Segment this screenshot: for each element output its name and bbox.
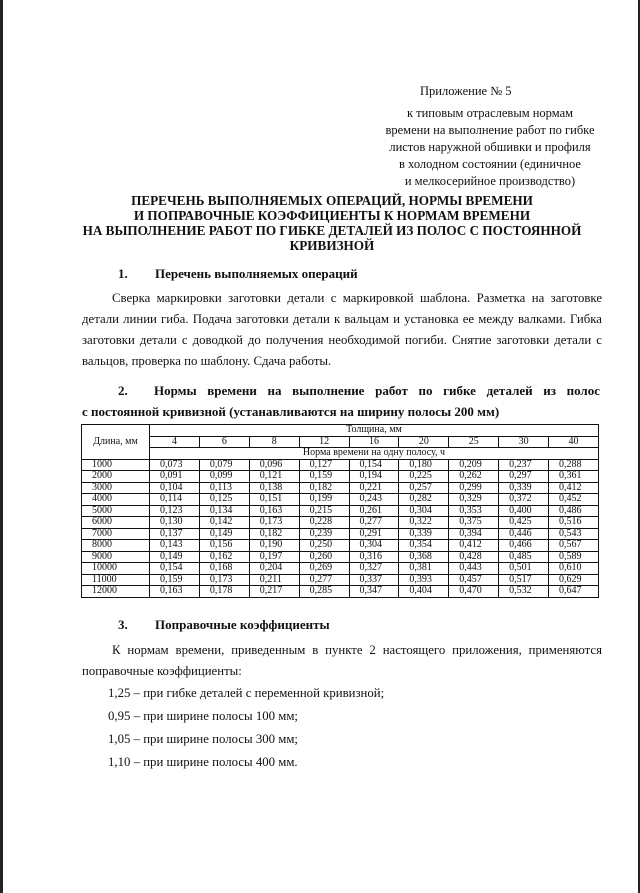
thickness-column-header: 30 [499,436,549,448]
norm-value-cell: 0,316 [349,551,399,563]
length-cell: 5000 [82,505,150,517]
norm-value-cell: 0,412 [449,540,499,552]
appendix-description-line: и мелкосерийное производство) [404,174,576,188]
norm-value-cell: 0,260 [299,551,349,563]
norm-value-cell: 0,610 [549,563,599,575]
norm-value-cell: 0,393 [399,574,449,586]
norm-value-cell: 0,257 [399,482,449,494]
norm-value-cell: 0,151 [249,494,299,506]
norm-value-cell: 0,156 [199,540,249,552]
norm-value-cell: 0,079 [199,459,249,471]
norm-value-cell: 0,125 [199,494,249,506]
norm-value-cell: 0,194 [349,471,399,483]
norm-value-cell: 0,217 [249,586,299,598]
table-row [82,586,599,598]
norm-value-cell: 0,149 [199,528,249,540]
table-row [82,471,599,483]
norm-value-cell: 0,532 [499,586,549,598]
appendix-description-line: в холодном состоянии (единичное [399,157,581,171]
coefficient-item: 0,95 – при ширине полосы 100 мм; [108,709,298,723]
scan-edge-left [0,0,3,893]
norm-value-cell: 0,261 [349,505,399,517]
norm-value-cell: 0,073 [150,459,200,471]
appendix-description-line: к типовым отраслевым нормам [406,106,574,120]
norm-value-cell: 0,130 [150,517,200,529]
norm-value-cell: 0,149 [150,551,200,563]
norm-value-cell: 0,190 [249,540,299,552]
norm-value-cell: 0,339 [499,482,549,494]
norm-value-cell: 0,297 [499,471,549,483]
norm-value-cell: 0,163 [249,505,299,517]
norm-value-cell: 0,394 [449,528,499,540]
appendix-description [370,105,610,190]
section-2-number: 2. [118,383,128,398]
norm-value-cell: 0,629 [549,574,599,586]
norm-value-cell: 0,428 [449,551,499,563]
norm-value-cell: 0,250 [299,540,349,552]
norm-value-cell: 0,288 [549,459,599,471]
thickness-column-header: 6 [199,436,249,448]
length-cell: 9000 [82,551,150,563]
norm-value-cell: 0,099 [199,471,249,483]
norm-value-cell: 0,486 [549,505,599,517]
norm-value-cell: 0,347 [349,586,399,598]
length-cell: 7000 [82,528,150,540]
norm-value-cell: 0,327 [349,563,399,575]
coefficient-item: 1,05 – при ширине полосы 300 мм; [108,732,298,746]
norm-value-cell: 0,228 [299,517,349,529]
norm-value-cell: 0,381 [399,563,449,575]
title-line: И ПОПРАВОЧНЫЕ КОЭФФИЦИЕНТЫ К НОРМАМ ВРЕМЕНИ [133,208,531,223]
thickness-values-row [82,436,599,448]
length-cell: 8000 [82,540,150,552]
norm-value-cell: 0,123 [150,505,200,517]
norm-value-cell: 0,372 [499,494,549,506]
norm-value-cell: 0,299 [449,482,499,494]
length-cell: 1000 [82,459,150,471]
norm-value-cell: 0,425 [499,517,549,529]
norm-value-cell: 0,114 [150,494,200,506]
norm-value-cell: 0,470 [449,586,499,598]
section-1-number: 1. [118,266,128,281]
title-line: НА ВЫПОЛНЕНИЕ РАБОТ ПО ГИБКЕ ДЕТАЛЕЙ ИЗ ПОЛОС С ПОСТОЯННОЙ [82,223,582,238]
norm-value-cell: 0,215 [299,505,349,517]
section-2-heading-line-2: с постоянной кривизной (устанавливаются на ширину полосы 200 мм) [82,404,500,419]
thickness-column-header: 8 [249,436,299,448]
norm-value-cell: 0,104 [150,482,200,494]
norm-value-cell: 0,277 [349,517,399,529]
norm-value-cell: 0,225 [399,471,449,483]
table-row [82,563,599,575]
norm-value-cell: 0,485 [499,551,549,563]
thickness-column-header: 40 [549,436,599,448]
norm-value-cell: 0,237 [499,459,549,471]
time-norms-table [81,424,599,598]
norm-value-cell: 0,337 [349,574,399,586]
norm-value-cell: 0,121 [249,471,299,483]
norm-value-cell: 0,159 [150,574,200,586]
table-row [82,540,599,552]
norm-value-cell: 0,412 [549,482,599,494]
norm-value-cell: 0,304 [349,540,399,552]
title-line: КРИВИЗНОЙ [289,238,375,253]
coefficient-item: 1,25 – при гибке деталей с переменной кривизной; [108,686,385,700]
norm-value-cell: 0,400 [499,505,549,517]
document-title [82,193,582,253]
appendix-description-line: листов наружной обшивки и профиля [389,140,591,154]
norm-value-cell: 0,567 [549,540,599,552]
norm-value-cell: 0,282 [399,494,449,506]
norm-value-cell: 0,204 [249,563,299,575]
norm-value-cell: 0,154 [349,459,399,471]
section-3-intro: К нормам времени, приведенным в пункте 2 настоящего приложения, применяются поправочные коэффициенты: [82,643,602,678]
norm-value-cell: 0,182 [299,482,349,494]
norm-value-cell: 0,142 [199,517,249,529]
norm-value-cell: 0,322 [399,517,449,529]
norm-value-cell: 0,221 [349,482,399,494]
norm-value-cell: 0,159 [299,471,349,483]
norm-value-cell: 0,178 [199,586,249,598]
section-1-text: Сверка маркировки заготовки детали с маркировкой шаблона. Разметка на заготовке детали линии гиба. Подача заготовки детали к вальцам и установка ее между валками. Гибка заготовки детали с доводкой до получения необходимой погиби. Снятие заготовки детали с вальцов, проверка по шаблону. Сдача работы. [82,291,602,368]
norm-value-cell: 0,304 [399,505,449,517]
length-cell: 2000 [82,471,150,483]
length-cell: 12000 [82,586,150,598]
norm-value-cell: 0,143 [150,540,200,552]
norm-value-cell: 0,354 [399,540,449,552]
norm-value-cell: 0,353 [449,505,499,517]
norm-value-cell: 0,127 [299,459,349,471]
norm-value-cell: 0,182 [249,528,299,540]
norm-value-cell: 0,262 [449,471,499,483]
norm-value-cell: 0,277 [299,574,349,586]
section-3-number: 3. [118,617,128,632]
norm-value-cell: 0,329 [449,494,499,506]
norm-value-cell: 0,168 [199,563,249,575]
norm-value-cell: 0,154 [150,563,200,575]
table-row [82,459,599,471]
thickness-column-header: 20 [399,436,449,448]
section-2-heading-line-1: Нормы времени на выполнение работ по гибке деталей из полос [154,383,600,398]
length-cell: 4000 [82,494,150,506]
norm-value-cell: 0,096 [249,459,299,471]
thickness-column-header: 4 [150,436,200,448]
table-row [82,517,599,529]
norm-header: Норма времени на одну полосу, ч [150,448,599,460]
appendix-description-line: времени на выполнение работ по гибке [385,123,595,137]
norm-value-cell: 0,589 [549,551,599,563]
norm-value-cell: 0,269 [299,563,349,575]
length-cell: 10000 [82,563,150,575]
norm-value-cell: 0,138 [249,482,299,494]
norm-value-cell: 0,173 [249,517,299,529]
norm-value-cell: 0,501 [499,563,549,575]
norm-value-cell: 0,446 [499,528,549,540]
section-1-heading: Перечень выполняемых операций [155,266,358,281]
norm-value-cell: 0,134 [199,505,249,517]
norm-value-cell: 0,211 [249,574,299,586]
length-cell: 6000 [82,517,150,529]
norm-value-cell: 0,091 [150,471,200,483]
norm-value-cell: 0,173 [199,574,249,586]
thickness-column-header: 16 [349,436,399,448]
norm-value-cell: 0,361 [549,471,599,483]
norm-value-cell: 0,291 [349,528,399,540]
norm-value-cell: 0,339 [399,528,449,540]
table-row [82,494,599,506]
title-line: ПЕРЕЧЕНЬ ВЫПОЛНЯЕМЫХ ОПЕРАЦИЙ, НОРМЫ ВРЕМЕНИ [131,193,533,208]
table-body [82,459,599,597]
norm-value-cell: 0,375 [449,517,499,529]
norm-value-cell: 0,285 [299,586,349,598]
norm-value-cell: 0,452 [549,494,599,506]
norm-value-cell: 0,180 [399,459,449,471]
table-row [82,574,599,586]
table-row [82,551,599,563]
appendix-title: Приложение № 5 [420,84,512,98]
norm-value-cell: 0,137 [150,528,200,540]
norm-value-cell: 0,197 [249,551,299,563]
norm-value-cell: 0,443 [449,563,499,575]
norm-value-cell: 0,543 [549,528,599,540]
norm-value-cell: 0,647 [549,586,599,598]
table-row [82,505,599,517]
norm-value-cell: 0,209 [449,459,499,471]
norm-value-cell: 0,404 [399,586,449,598]
norm-value-cell: 0,368 [399,551,449,563]
thickness-column-header: 25 [449,436,499,448]
section-3-heading: Поправочные коэффициенты [155,617,330,632]
thickness-header: Толщина, мм [150,425,599,437]
norm-value-cell: 0,517 [499,574,549,586]
appendix-header [360,84,610,99]
norm-value-cell: 0,466 [499,540,549,552]
norm-value-cell: 0,113 [199,482,249,494]
table-row [82,528,599,540]
coefficient-item: 1,10 – при ширине полосы 400 мм. [108,755,298,769]
norm-value-cell: 0,199 [299,494,349,506]
norm-value-cell: 0,457 [449,574,499,586]
norm-value-cell: 0,162 [199,551,249,563]
norm-value-cell: 0,243 [349,494,399,506]
norm-value-cell: 0,239 [299,528,349,540]
length-cell: 3000 [82,482,150,494]
norm-value-cell: 0,516 [549,517,599,529]
thickness-column-header: 12 [299,436,349,448]
norm-value-cell: 0,163 [150,586,200,598]
length-cell: 11000 [82,574,150,586]
table-corner-header: Длина, мм [82,425,150,460]
table-row [82,482,599,494]
